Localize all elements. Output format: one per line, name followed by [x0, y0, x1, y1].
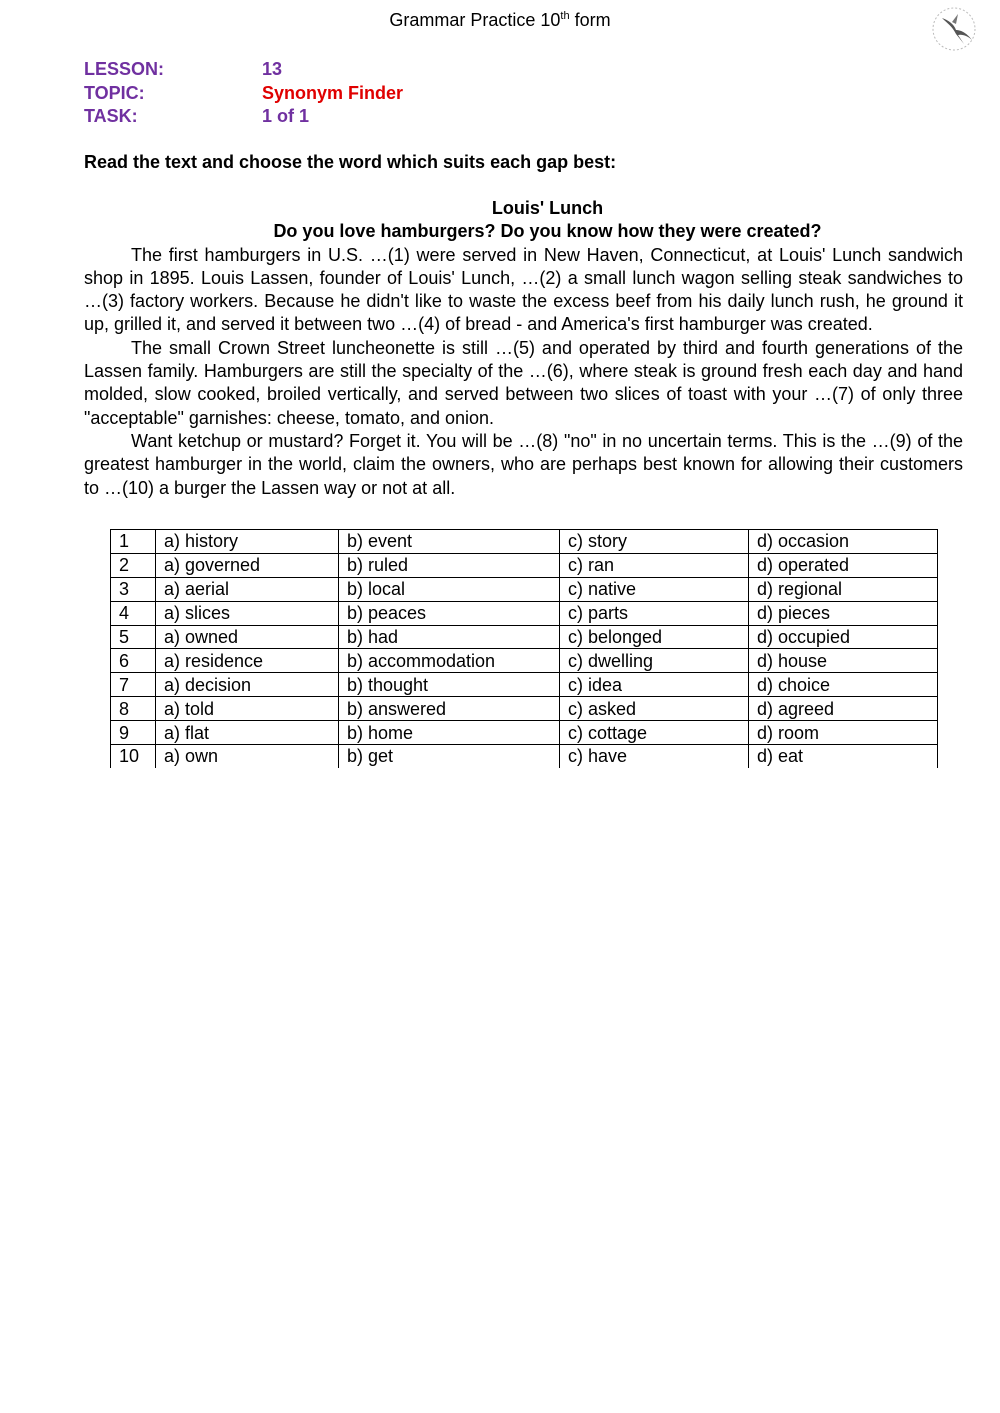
task-label: TASK:: [84, 106, 138, 126]
option-b[interactable]: b) had: [339, 625, 560, 649]
option-a[interactable]: a) decision: [156, 673, 339, 697]
lesson-value: 13: [262, 59, 283, 79]
option-a[interactable]: a) told: [156, 697, 339, 721]
option-a[interactable]: a) aerial: [156, 577, 339, 601]
header-title-sup: th: [560, 10, 570, 22]
options-table: [110, 529, 938, 768]
text-title: Louis' Lunch: [491, 198, 604, 218]
option-d[interactable]: d) choice: [749, 673, 938, 697]
options-row-7: [111, 673, 938, 697]
row-number: 7: [111, 673, 156, 697]
paragraph-2: The small Crown Street luncheonette is still …(5) and operated by third and fourth generations of the Lassen family. Hamburgers are still the specialty of the …(6), where steak is ground fresh each day and hand molded, slow cooked, broiled vertically, and served between two slices of toast with your …(7) of only three "acceptable" garnishes: cheese, tomato, and onion.: [84, 337, 963, 428]
option-b[interactable]: b) event: [339, 530, 560, 554]
row-number: 4: [111, 601, 156, 625]
option-d[interactable]: d) eat: [749, 745, 938, 768]
options-row-6: [111, 649, 938, 673]
row-number: 2: [111, 553, 156, 577]
option-a[interactable]: a) history: [156, 530, 339, 554]
topic-value: Synonym Finder: [262, 82, 404, 103]
row-number: 9: [111, 721, 156, 745]
option-d[interactable]: d) agreed: [749, 697, 938, 721]
row-number: 10: [111, 745, 156, 768]
topic-label: TOPIC:: [84, 82, 145, 103]
option-b[interactable]: b) accommodation: [339, 649, 560, 673]
header-title-post: form: [569, 10, 611, 30]
option-b[interactable]: b) local: [339, 577, 560, 601]
option-d[interactable]: d) occasion: [749, 530, 938, 554]
header-title-pre: Grammar Practice 10: [389, 10, 561, 30]
paragraph-3: Want ketchup or mustard? Forget it. You will be …(8) "no" in no uncertain terms. This is the …(9) of the greatest hamburger in the world, claim the owners, who are perhaps best known for allowing their customers to …(10) a burger the Lassen way or not at all.: [84, 430, 963, 498]
lesson-meta: [84, 58, 403, 129]
option-d[interactable]: d) house: [749, 649, 938, 673]
text-subtitle: Do you love hamburgers? Do you know how they were created?: [273, 221, 822, 242]
paragraph-1: The first hamburgers in U.S. …(1) were served in New Haven, Connecticut, at Louis' Lunch sandwich shop in 1895. Louis Lassen, founder of Louis' Lunch, …(2) a small lunch wagon selling steak sandwiches to …(3) factory workers. Because he didn't like to waste the excess beef from his daily lunch rush, he ground it up, grilled it, and served it between two …(4) of bread - and America's first hamburger was created.: [84, 244, 963, 335]
option-b[interactable]: b) home: [339, 721, 560, 745]
topic-row: [84, 82, 403, 106]
options-row-3: [111, 577, 938, 601]
option-a[interactable]: a) owned: [156, 625, 339, 649]
row-number: 1: [111, 530, 156, 554]
option-c[interactable]: c) belonged: [560, 625, 749, 649]
task-value: 1 of 1: [262, 106, 310, 126]
task-instruction: Read the text and choose the word which suits each gap best:: [84, 152, 617, 172]
options-row-4: [111, 601, 938, 625]
option-c[interactable]: c) native: [560, 577, 749, 601]
option-c[interactable]: c) have: [560, 745, 749, 768]
option-c[interactable]: c) parts: [560, 601, 749, 625]
option-a[interactable]: a) own: [156, 745, 339, 768]
row-number: 6: [111, 649, 156, 673]
row-number: 3: [111, 577, 156, 601]
option-c[interactable]: c) asked: [560, 697, 749, 721]
page-header: [0, 10, 1000, 31]
option-d[interactable]: d) operated: [749, 553, 938, 577]
option-b[interactable]: b) ruled: [339, 553, 560, 577]
option-c[interactable]: c) story: [560, 530, 749, 554]
option-b[interactable]: b) thought: [339, 673, 560, 697]
option-d[interactable]: d) regional: [749, 577, 938, 601]
option-a[interactable]: a) residence: [156, 649, 339, 673]
option-c[interactable]: c) cottage: [560, 721, 749, 745]
option-a[interactable]: a) slices: [156, 601, 339, 625]
option-b[interactable]: b) answered: [339, 697, 560, 721]
option-d[interactable]: d) pieces: [749, 601, 938, 625]
option-a[interactable]: a) governed: [156, 553, 339, 577]
option-d[interactable]: d) room: [749, 721, 938, 745]
lesson-row: [84, 58, 403, 82]
options-row-2: [111, 553, 938, 577]
row-number: 5: [111, 625, 156, 649]
options-row-10: [111, 745, 938, 768]
options-row-9: [111, 721, 938, 745]
option-c[interactable]: c) ran: [560, 553, 749, 577]
lesson-label: LESSON:: [84, 59, 165, 79]
reading-text: [84, 197, 963, 500]
task-row: [84, 105, 403, 129]
options-row-8: [111, 697, 938, 721]
row-number: 8: [111, 697, 156, 721]
option-d[interactable]: d) occupied: [749, 625, 938, 649]
option-a[interactable]: a) flat: [156, 721, 339, 745]
option-b[interactable]: b) get: [339, 745, 560, 768]
option-c[interactable]: c) idea: [560, 673, 749, 697]
options-row-1: [111, 530, 938, 554]
options-row-5: [111, 625, 938, 649]
bird-logo-icon: [928, 4, 980, 54]
option-b[interactable]: b) peaces: [339, 601, 560, 625]
option-c[interactable]: c) dwelling: [560, 649, 749, 673]
